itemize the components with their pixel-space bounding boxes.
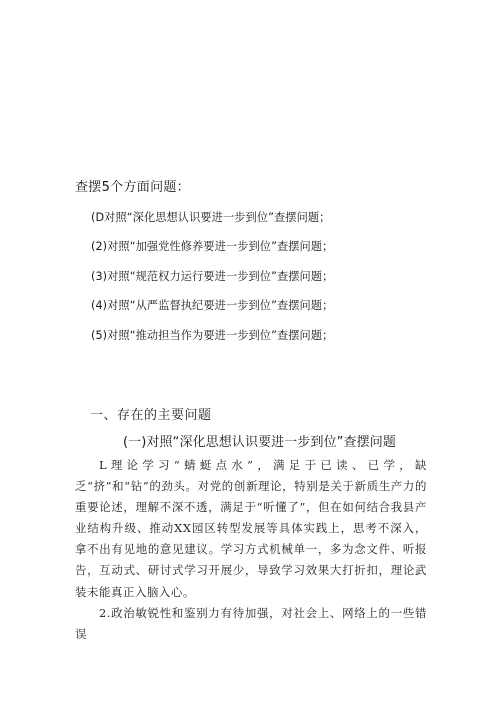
- list-item: (4)对照“从严监督执纪要进一步到位”查摆问题；: [91, 299, 334, 312]
- body-text: [75, 455, 427, 645]
- list-item: (2)对照“加强党性修养要进一步到位”查摆问题；: [91, 240, 334, 253]
- sub-heading: (一)对照“深化思想认识要进一步到位”查摆问题: [123, 435, 396, 450]
- paragraph: 2.政治敏锐性和鉴别力有待加强，对社会上、网络上的一些错误: [75, 605, 427, 641]
- list-item: (3)对照“规范权力运行要进一步到位”查摆问题；: [91, 270, 334, 283]
- list-item: (D对照“深化思想认识要进一步到位”查摆问题；: [91, 211, 331, 224]
- section-heading: 一、存在的主要问题: [90, 408, 212, 423]
- paragraph: L理论学习“蜻蜓点水”，满足于已读、已学，缺乏“挤”和“钻”的劲头。对党的创新理论，特别是关于新质生产力的重要论述，理解不深不透，满足于“听懂了”，但在如何结合我县产业结构升级、推动XX园区转型发展等具体实践上，思考不深入，拿不出有见地的意见建议。学习方式机械单一，多为念文件、听报告，互动式、研讨式学习开展少，导致学习效果大打折扣，理论武装未能真正入脑入心。: [75, 458, 427, 599]
- list-item: (5)对照“推动担当作为要进一步到位”查摆问题；: [91, 329, 334, 342]
- intro-line: 查摆5个方面问题：: [75, 180, 190, 195]
